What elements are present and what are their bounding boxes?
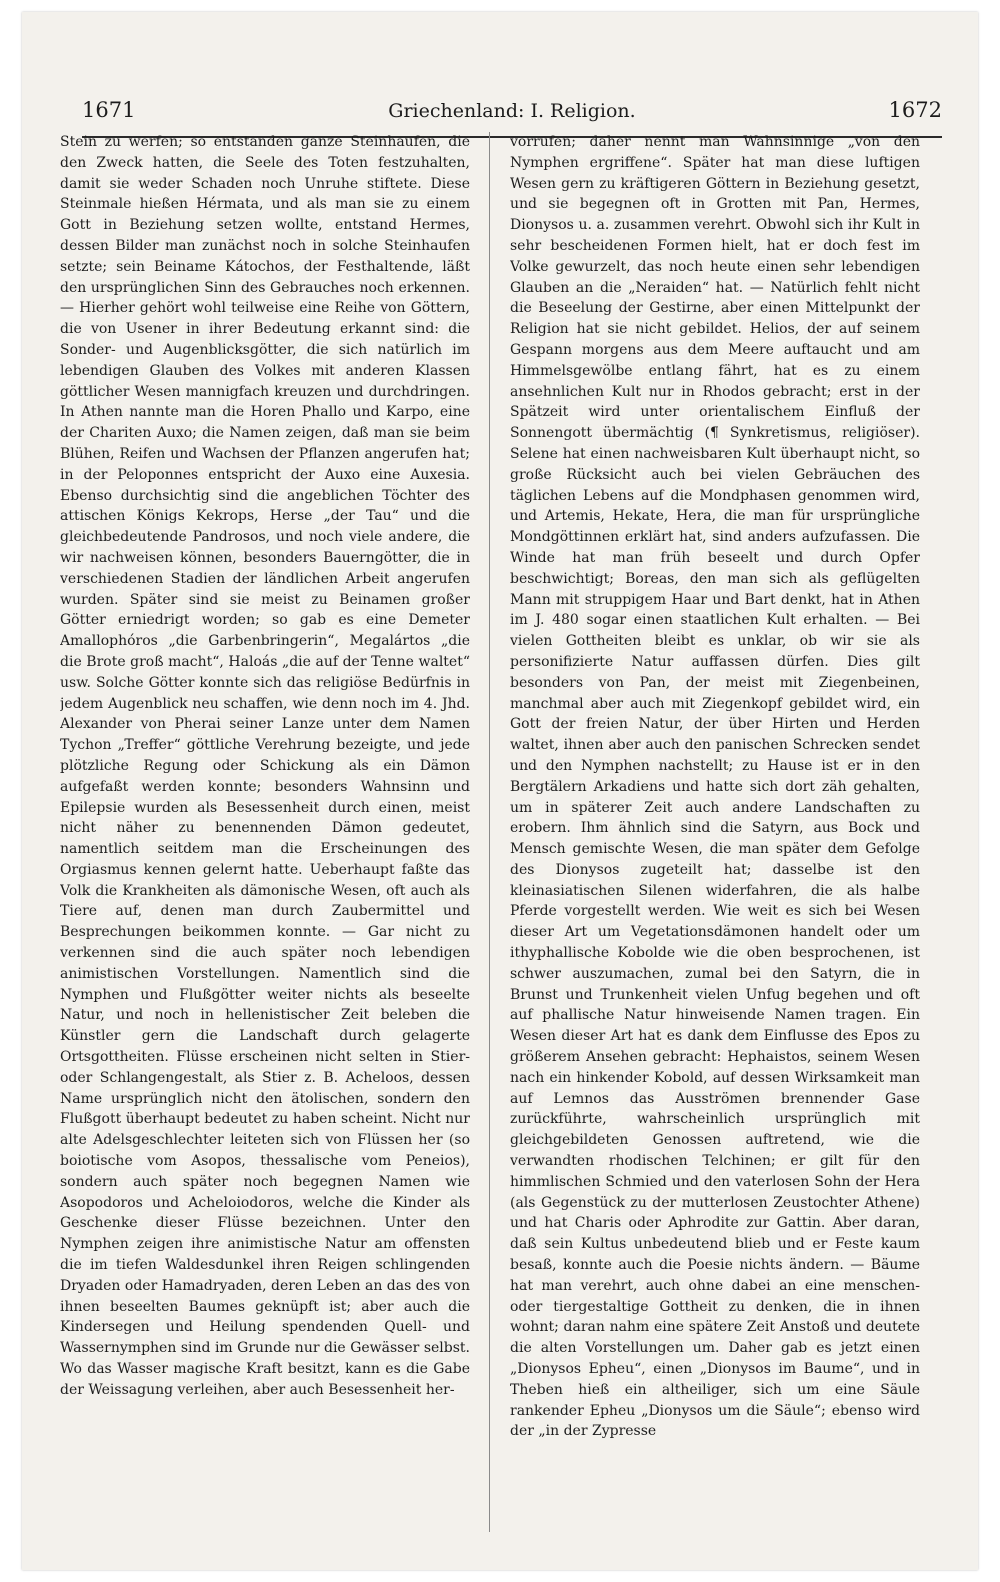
- column-divider: [489, 132, 490, 1532]
- column-text: Stein zu werfen; so entstanden ganze Steinhaufen, die den Zweck hatten, die Seele des Toten festzuhalten, damit sie weder Schaden noch Unruhe stiftete. Diese Steinmale hießen Hérmata, und als man sie zu einem Gott in Beziehung setzen wollte, entstand Hermes, dessen Bilder man zunächst noch in solche Steinhaufen setzte; sein Beiname Kátochos, der Festhaltende, läßt den ursprünglichen Sinn des Gebrauches noch erkennen. — Hierher gehört wohl teilweise eine Reihe von Göttern, die von Usener in ihrer Bedeutung erkannt sind: die Sonder- und Augenblicksgötter, die sich natürlich im lebendigen Glauben des Volkes mit anderen Klassen göttlicher Wesen mannigfach kreuzen und durchdringen. In Athen nannte man die Horen Phallo und Karpo, eine der Chariten Auxo; die Namen zeigen, daß man sie beim Blühen, Reifen und Wachsen der Pflanzen angerufen hat; in der Peloponnes entspricht der Auxo eine Auxesia. Ebenso durchsichtig sind die angeblichen Töchter des attischen Königs Kekrops, Herse „der Tau“ und die gleichbedeutende Pandrosos, und noch viele andere, die wir nachweisen können, besonders Bauerngötter, die in verschiedenen Stadien der ländlichen Arbeit angerufen wurden. Später sind sie meist zu Beinamen großer Götter erniedrigt worden; so gab es eine Demeter Amallophóros „die Garbenbringerin“, Megalártos „die die Brote groß macht“, Haloás „die auf der Tenne waltet“ usw. Solche Götter konnte sich das religiöse Bedürfnis in jedem Augenblick neu schaffen, wie denn noch im 4. Jhd. Alexander von Pherai seiner Lanze unter dem Namen Tychon „Treffer“ göttliche Verehrung bezeigte, und jede plötzliche Regung oder Schickung als ein Dämon aufgefaßt werden konnte; besonders Wahnsinn und Epilepsie wurden als Besessenheit durch einen, meist nicht näher zu benennenden Dämon gedeutet, namentlich seitdem man die Erscheinungen des Orgiasmus kennen gelernt hatte. Ueberhaupt faßte das Volk die Krankheiten als dämonische Wesen, oft auch als Tiere auf, denen man durch Zaubermittel und Besprechungen beikommen konnte. — Gar nicht zu verkennen sind die auch später noch lebendigen animistischen Vorstellungen. Namentlich sind die Nymphen und Flußgötter weiter nichts als beseelte Natur, und noch in hellenistischer Zeit beleben die Künstler gern die Landschaft durch gelagerte Ortsgottheiten. Flüsse erscheinen nicht selten in Stier- oder Schlangengestalt, als Stier z. B. Acheloos, dessen Name ursprünglich nicht den ätolischen, sondern den Flußgott überhaupt bedeutet zu haben scheint. Nicht nur alte Adelsgeschlechter leiteten sich von Flüssen her (so boiotische vom Asopos, thessalische vom Peneios), sondern auch später noch begegnen Namen wie Asopodoros und Acheloiodoros, welche die Kinder als Geschenke dieser Flüsse bezeichnen. Unter den Nymphen zeigen ihre animistische Natur am offensten die im tiefen Waldesdunkel ihren Reigen schlingenden Dryaden oder Hamadryaden, deren Leben an das des von ihnen beseelten Baumes geknüpft ist; aber auch die Kindersegen und Heilung spendenden Quell- und Wassernymphen sind im Grunde nur die Gewässer selbst. Wo das Wasser magische Kraft besitzt, kann es die Gabe der Weissagung verleihen, aber auch Besessenheit her-: [60, 134, 470, 1398]
- text-column-right: [510, 132, 920, 1532]
- page-header: [82, 98, 942, 132]
- page-number-right: 1672: [888, 98, 942, 122]
- running-title: Griechenland: I. Religion.: [388, 100, 636, 122]
- page-number-left: 1671: [82, 98, 136, 122]
- text-column-left: [60, 132, 470, 1532]
- column-text: vorrufen; daher nennt man Wahnsinnige „von den Nymphen ergriffene“. Später hat man diese luftigen Wesen gern zu kräftigeren Göttern in Beziehung gesetzt, und sie begegnen oft in Grotten mit Pan, Hermes, Dionysos u. a. zusammen verehrt. Obwohl sich ihr Kult in sehr bescheidenen Formen hielt, hat er doch fest im Volke gewurzelt, das noch heute einen sehr lebendigen Glauben an die „Neraiden“ hat. — Natürlich fehlt nicht die Beseelung der Gestirne, aber einen Mittelpunkt der Religion hat sie nicht gebildet. Helios, der auf seinem Gespann morgens aus dem Meere auftaucht und am Himmelsgewölbe entlang fährt, hat es zu einem ansehnlichen Kult nur in Rhodos gebracht; erst in der Spätzeit wird unter orientalischem Einfluß der Sonnengott übermächtig (¶ Synkretismus, religiöser). Selene hat einen nachweisbaren Kult überhaupt nicht, so große Rücksicht auch bei vielen Gebräuchen des täglichen Lebens auf die Mondphasen genommen wird, und Artemis, Hekate, Hera, die man für ursprüngliche Mondgöttinnen erklärt hat, sind anders aufzufassen. Die Winde hat man früh beseelt und durch Opfer beschwichtigt; Boreas, den man sich als geflügelten Mann mit struppigem Haar und Bart denkt, hat in Athen im J. 480 sogar einen staatlichen Kult erhalten. — Bei vielen Gottheiten bleibt es unklar, ob wir sie als personifizierte Natur auffassen dürfen. Dies gilt besonders von Pan, der meist mit Ziegenbeinen, manchmal aber auch mit Ziegenkopf gebildet wird, ein Gott der freien Natur, der über Hirten und Herden waltet, ihnen aber auch den panischen Schrecken sendet und den Nymphen nachstellt; zu Hause ist er in den Bergtälern Arkadiens und hatte sich dort zäh gehalten, um in späterer Zeit auch andere Landschaften zu erobern. Ihm ähnlich sind die Satyrn, aus Bock und Mensch gemischte Wesen, die man später dem Gefolge des Dionysos zugeteilt hat; dasselbe ist den kleinasiatischen Silenen widerfahren, die als halbe Pferde vorgestellt werden. Wie weit es sich bei Wesen dieser Art um Vegetationsdämonen handelt oder um ithyphallische Kobolde wie die oben besprochenen, ist schwer auszumachen, zumal bei den Satyrn, die in Brunst und Trunkenheit vielen Unfug begehen und oft auf phallische Natur hinweisende Namen tragen. Ein Wesen dieser Art hat es dank dem Einflusse des Epos zu größerem Ansehen gebracht: Hephaistos, seinem Wesen nach ein hinkender Kobold, auf dessen Wirksamkeit man auf Lemnos das Ausströmen brennender Gase zurückführte, wahrscheinlich ursprünglich mit gleichgebildeten Genossen auftretend, wie die verwandten rhodischen Telchinen; er gilt für den himmlischen Schmied und den vaterlosen Sohn der Hera (als Gegenstück zu der mutterlosen Zeustochter Athene) und hat Charis oder Aphrodite zur Gattin. Aber daran, daß sein Kultus unbedeutend blieb und er Feste kaum besaß, konnte auch die Poesie nichts ändern. — Bäume hat man verehrt, auch ohne dabei an eine menschen- oder tiergestaltige Gottheit zu denken, die in ihnen wohnt; daran nahm eine spätere Zeit Anstoß und deutete die alten Vorstellungen um. Daher gab es jetzt einen „Dionysos Epheu“, einen „Dionysos im Baume“, und in Theben hieß ein altheiliger, sich um eine Säule rankender Epheu „Dionysos um die Säule“; ebenso wird der „in der Zypresse: [510, 134, 920, 1440]
